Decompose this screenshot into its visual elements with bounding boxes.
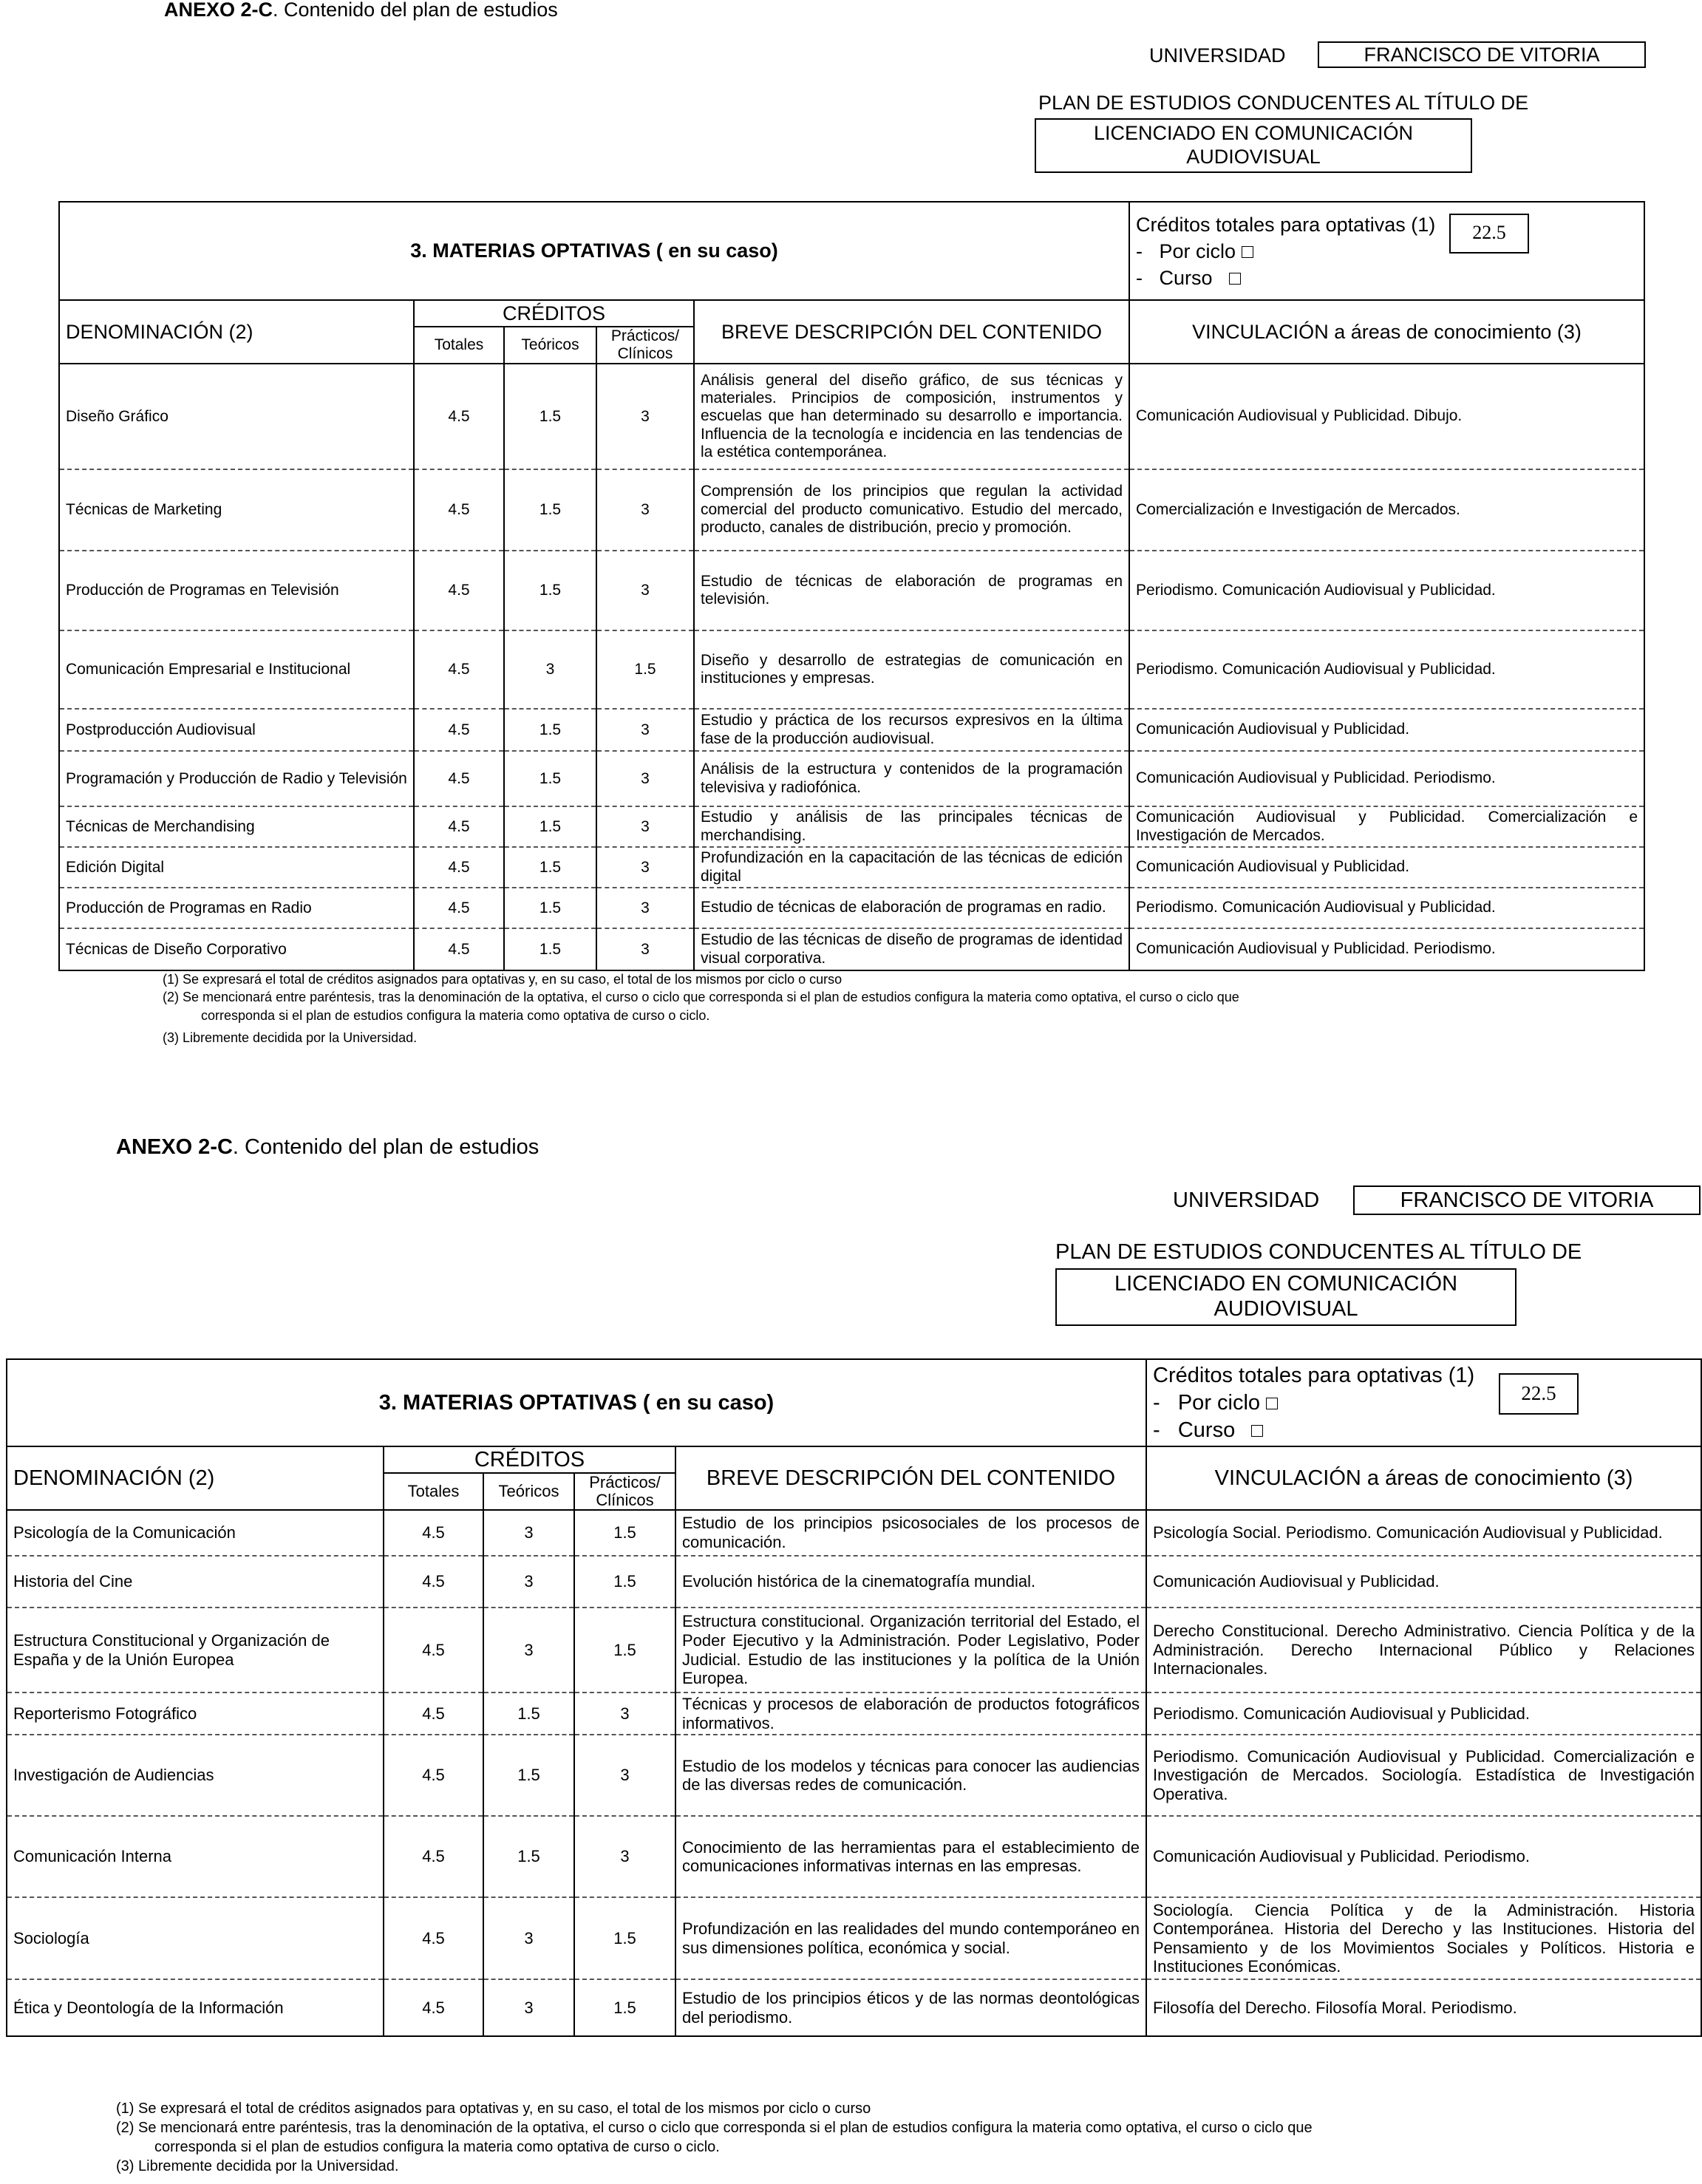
content-description: Profundización en las realidades del mundo contemporáneo en sus dimensiones política, económica y social. bbox=[675, 1897, 1146, 1979]
content-description: Estudio de técnicas de elaboración de programas en televisión. bbox=[694, 551, 1129, 630]
footnote-1: (1) Se expresará el total de créditos asignados para optativas y, en su caso, el total de los mismos por ciclo o curso bbox=[163, 972, 843, 987]
credits-practice: 3 bbox=[596, 928, 694, 970]
credits-total: 4.5 bbox=[384, 1556, 483, 1608]
knowledge-areas: Sociología. Ciencia Política y de la Administración. Historia Contemporánea. Historia del Derecho y las Instituciones. Historia del Pensamiento y de los Movimientos Sociales y Políticos. Historia e Instituciones Económicas. bbox=[1146, 1897, 1701, 1979]
col-teoricos: Teóricos bbox=[504, 327, 596, 364]
knowledge-areas: Periodismo. Comunicación Audiovisual y Publicidad. bbox=[1129, 630, 1644, 709]
knowledge-areas: Periodismo. Comunicación Audiovisual y Publicidad. bbox=[1146, 1693, 1701, 1735]
col-creditos-2: CRÉDITOS bbox=[384, 1446, 675, 1473]
footnote-2a-2: (2) Se mencionará entre paréntesis, tras la denominación de la optativa, el curso o ciclo que corresponda si el plan de estudios configura la materia como optativa, el curso o ciclo que bbox=[116, 2120, 1313, 2136]
credits-total-value: 22.5 bbox=[1449, 214, 1529, 254]
per-cycle-checkbox-icon-2 bbox=[1266, 1398, 1278, 1409]
footnote-2b: corresponda si el plan de estudios configura la materia como optativa de curso o ciclo. bbox=[201, 1007, 710, 1023]
subject-name: Diseño Gráfico bbox=[59, 364, 414, 469]
table-row bbox=[7, 1693, 1701, 1735]
footnotes-2 bbox=[116, 2099, 1313, 2176]
credits-theory: 1.5 bbox=[483, 1693, 574, 1735]
credits-practice: 1.5 bbox=[574, 1608, 675, 1693]
credits-practice: 1.5 bbox=[596, 630, 694, 709]
credits-total: 4.5 bbox=[384, 1735, 483, 1816]
credits-practice: 3 bbox=[596, 364, 694, 469]
knowledge-areas: Comunicación Audiovisual y Publicidad. Dibujo. bbox=[1129, 364, 1644, 469]
credits-theory: 1.5 bbox=[504, 751, 596, 806]
content-description: Estudio de las técnicas de diseño de programas de identidad visual corporativa. bbox=[694, 928, 1129, 970]
content-description: Estudio de los modelos y técnicas para conocer las audiencias de las diversas redes de comunicación. bbox=[675, 1735, 1146, 1816]
credits-practice: 1.5 bbox=[574, 1556, 675, 1608]
content-description: Estructura constitucional. Organización territorial del Estado, el Poder Ejecutivo y la Administración. Poder Legislativo, Poder Judicial. Estudio de las instituciones y la política de la Unión Europea. bbox=[675, 1608, 1146, 1693]
degree-title-box: LICENCIADO EN COMUNICACIÓN AUDIOVISUAL bbox=[1035, 118, 1472, 173]
credits-practice: 3 bbox=[596, 751, 694, 806]
table-2-body bbox=[7, 1510, 1701, 2036]
university-name: FRANCISCO DE VITORIA bbox=[1318, 41, 1646, 68]
credits-theory: 1.5 bbox=[504, 806, 596, 847]
subject-name: Técnicas de Merchandising bbox=[59, 806, 414, 847]
credits-total: 4.5 bbox=[384, 1897, 483, 1979]
subject-name: Programación y Producción de Radio y Televisión bbox=[59, 751, 414, 806]
credits-total: 4.5 bbox=[414, 709, 504, 751]
degree-title-box-2: LICENCIADO EN COMUNICACIÓN AUDIOVISUAL bbox=[1055, 1268, 1517, 1326]
subject-name: Producción de Programas en Televisión bbox=[59, 551, 414, 630]
knowledge-areas: Filosofía del Derecho. Filosofía Moral. Periodismo. bbox=[1146, 1979, 1701, 2036]
content-description: Estudio y práctica de los recursos expresivos en la última fase de la producción audiovisual. bbox=[694, 709, 1129, 751]
subject-name: Edición Digital bbox=[59, 847, 414, 888]
credits-total: 4.5 bbox=[414, 888, 504, 928]
credits-practice: 1.5 bbox=[574, 1897, 675, 1979]
col-descripcion: BREVE DESCRIPCIÓN DEL CONTENIDO bbox=[694, 300, 1129, 364]
credits-total: 4.5 bbox=[414, 928, 504, 970]
content-description: Estudio y análisis de las principales técnicas de merchandising. bbox=[694, 806, 1129, 847]
table-row bbox=[7, 1735, 1701, 1816]
per-course-checkbox-icon-2 bbox=[1251, 1425, 1263, 1437]
credits-theory: 1.5 bbox=[483, 1735, 574, 1816]
credits-practice: 3 bbox=[596, 551, 694, 630]
knowledge-areas: Periodismo. Comunicación Audiovisual y Publicidad. bbox=[1129, 551, 1644, 630]
credits-practice: 3 bbox=[596, 888, 694, 928]
subject-name: Técnicas de Marketing bbox=[59, 469, 414, 551]
knowledge-areas: Comunicación Audiovisual y Publicidad. Comercialización e Investigación de Mercados. bbox=[1129, 806, 1644, 847]
col-denominacion-2: DENOMINACIÓN (2) bbox=[7, 1446, 384, 1510]
col-teoricos-2: Teóricos bbox=[483, 1473, 574, 1510]
subject-name: Reporterismo Fotográfico bbox=[7, 1693, 384, 1735]
subject-name: Investigación de Audiencias bbox=[7, 1735, 384, 1816]
credits-theory: 3 bbox=[483, 1979, 574, 2036]
subject-name: Producción de Programas en Radio bbox=[59, 888, 414, 928]
table-row bbox=[7, 1979, 1701, 2036]
credits-total: 4.5 bbox=[384, 1693, 483, 1735]
table-row bbox=[7, 1556, 1701, 1608]
table-row bbox=[7, 1816, 1701, 1897]
subject-name: Psicología de la Comunicación bbox=[7, 1510, 384, 1556]
subject-name: Ética y Deontología de la Información bbox=[7, 1979, 384, 2036]
knowledge-areas: Comercialización e Investigación de Mercados. bbox=[1129, 469, 1644, 551]
credits-summary-2: Créditos totales para optativas (1) - Por ciclo - Curso 22.5 bbox=[1146, 1359, 1701, 1446]
content-description: Comprensión de los principios que regulan la actividad comercial del producto comunicativo. Estudio del mercado, producto, canales de distribución, precio y promoción. bbox=[694, 469, 1129, 551]
credits-theory: 1.5 bbox=[504, 364, 596, 469]
footnote-3: (3) Libremente decidida por la Universidad. bbox=[163, 1030, 418, 1045]
credits-practice: 1.5 bbox=[574, 1979, 675, 2036]
credits-practice: 3 bbox=[596, 806, 694, 847]
content-description: Evolución histórica de la cinematografía mundial. bbox=[675, 1556, 1146, 1608]
table-row bbox=[7, 1510, 1701, 1556]
credits-theory: 1.5 bbox=[504, 847, 596, 888]
credits-total: 4.5 bbox=[414, 806, 504, 847]
col-practicos-2: Prácticos/ Clínicos bbox=[574, 1473, 675, 1510]
knowledge-areas: Psicología Social. Periodismo. Comunicación Audiovisual y Publicidad. bbox=[1146, 1510, 1701, 1556]
credits-theory: 1.5 bbox=[504, 709, 596, 751]
credits-practice: 3 bbox=[574, 1693, 675, 1735]
footnote-2a: (2) Se mencionará entre paréntesis, tras la denominación de la optativa, el curso o ciclo que corresponda si el plan de estudios configura la materia como optativa, el curso o ciclo que bbox=[163, 990, 1239, 1005]
col-totales: Totales bbox=[414, 327, 504, 364]
annex-title: ANEXO 2-C. Contenido del plan de estudios bbox=[164, 0, 558, 21]
credits-summary: Créditos totales para optativas (1) - Por ciclo - Curso 22.5 bbox=[1129, 202, 1644, 300]
credits-theory: 1.5 bbox=[483, 1816, 574, 1897]
section-title: 3. MATERIAS OPTATIVAS ( en su caso) bbox=[59, 202, 1129, 300]
credits-theory: 3 bbox=[483, 1556, 574, 1608]
footnote-3-2: (3) Libremente decidida por la Universidad. bbox=[116, 2158, 399, 2174]
credits-practice: 3 bbox=[574, 1816, 675, 1897]
knowledge-areas: Comunicación Audiovisual y Publicidad. Periodismo. bbox=[1129, 751, 1644, 806]
credits-practice: 3 bbox=[596, 847, 694, 888]
credits-total: 4.5 bbox=[384, 1510, 483, 1556]
content-description: Estudio de técnicas de elaboración de programas en radio. bbox=[694, 888, 1129, 928]
footnote-1-2: (1) Se expresará el total de créditos asignados para optativas y, en su caso, el total de los mismos por ciclo o curso bbox=[116, 2100, 871, 2117]
col-totales-2: Totales bbox=[384, 1473, 483, 1510]
degree-plan-label-2: PLAN DE ESTUDIOS CONDUCENTES AL TÍTULO DE bbox=[1055, 1240, 1582, 1264]
subject-name: Sociología bbox=[7, 1897, 384, 1979]
credits-practice: 3 bbox=[596, 469, 694, 551]
knowledge-areas: Comunicación Audiovisual y Publicidad. bbox=[1129, 709, 1644, 751]
knowledge-areas: Periodismo. Comunicación Audiovisual y Publicidad. bbox=[1129, 888, 1644, 928]
credits-total: 4.5 bbox=[414, 364, 504, 469]
subject-name: Comunicación Interna bbox=[7, 1816, 384, 1897]
credits-theory: 3 bbox=[504, 630, 596, 709]
credits-theory: 1.5 bbox=[504, 551, 596, 630]
subject-name: Historia del Cine bbox=[7, 1556, 384, 1608]
knowledge-areas: Derecho Constitucional. Derecho Administrativo. Ciencia Política y de la Administración. Derecho Internacional Público y Relaciones Internacionales. bbox=[1146, 1608, 1701, 1693]
credits-theory: 1.5 bbox=[504, 928, 596, 970]
credits-theory: 3 bbox=[483, 1897, 574, 1979]
credits-theory: 3 bbox=[483, 1510, 574, 1556]
credits-total: 4.5 bbox=[414, 551, 504, 630]
subject-name: Comunicación Empresarial e Institucional bbox=[59, 630, 414, 709]
credits-total: 4.5 bbox=[384, 1816, 483, 1897]
credits-total-value-2: 22.5 bbox=[1499, 1373, 1579, 1415]
col-descripcion-2: BREVE DESCRIPCIÓN DEL CONTENIDO bbox=[675, 1446, 1146, 1510]
col-vinculacion-2: VINCULACIÓN a áreas de conocimiento (3) bbox=[1146, 1446, 1701, 1510]
col-practicos: Prácticos/ Clínicos bbox=[596, 327, 694, 364]
university-name-2: FRANCISCO DE VITORIA bbox=[1353, 1185, 1701, 1215]
content-description: Análisis general del diseño gráfico, de sus técnicas y materiales. Principios de composición, instrumentos y escuelas que han determinado su desarrollo e importancia. Influencia de la tecnología e incidencia en las tendencias de la estética contemporánea. bbox=[694, 364, 1129, 469]
university-label: UNIVERSIDAD bbox=[1149, 44, 1286, 67]
col-denominacion: DENOMINACIÓN (2) bbox=[59, 300, 414, 364]
annex-title-2: ANEXO 2-C. Contenido del plan de estudios bbox=[116, 1135, 539, 1159]
credits-theory: 1.5 bbox=[504, 888, 596, 928]
university-label-2: UNIVERSIDAD bbox=[1173, 1188, 1320, 1212]
content-description: Estudio de los principios psicosociales de los procesos de comunicación. bbox=[675, 1510, 1146, 1556]
credits-total: 4.5 bbox=[414, 751, 504, 806]
subject-name: Estructura Constitucional y Organización de España y de la Unión Europea bbox=[7, 1608, 384, 1693]
credits-total: 4.5 bbox=[384, 1608, 483, 1693]
credits-practice: 3 bbox=[596, 709, 694, 751]
credits-total: 4.5 bbox=[414, 630, 504, 709]
optativas-table-2 bbox=[6, 1358, 1702, 2037]
content-description: Análisis de la estructura y contenidos de la programación televisiva y radiofónica. bbox=[694, 751, 1129, 806]
credits-theory: 1.5 bbox=[504, 469, 596, 551]
content-description: Conocimiento de las herramientas para el establecimiento de comunicaciones informativas internas en las empresas. bbox=[675, 1816, 1146, 1897]
content-description: Profundización en la capacitación de las técnicas de edición digital bbox=[694, 847, 1129, 888]
knowledge-areas: Comunicación Audiovisual y Publicidad. bbox=[1146, 1556, 1701, 1608]
col-vinculacion: VINCULACIÓN a áreas de conocimiento (3) bbox=[1129, 300, 1644, 364]
content-description: Técnicas y procesos de elaboración de productos fotográficos informativos. bbox=[675, 1693, 1146, 1735]
table-row bbox=[7, 1897, 1701, 1979]
content-description: Diseño y desarrollo de estrategias de comunicación en instituciones y empresas. bbox=[694, 630, 1129, 709]
subject-name: Postproducción Audiovisual bbox=[59, 709, 414, 751]
credits-total: 4.5 bbox=[414, 469, 504, 551]
knowledge-areas: Comunicación Audiovisual y Publicidad. bbox=[1129, 847, 1644, 888]
credits-practice: 1.5 bbox=[574, 1510, 675, 1556]
credits-total: 4.5 bbox=[384, 1979, 483, 2036]
knowledge-areas: Comunicación Audiovisual y Publicidad. Periodismo. bbox=[1146, 1816, 1701, 1897]
footnote-2b-2: corresponda si el plan de estudios configura la materia como optativa de curso o ciclo. bbox=[154, 2139, 720, 2155]
subject-name: Técnicas de Diseño Corporativo bbox=[59, 928, 414, 970]
credits-total: 4.5 bbox=[414, 847, 504, 888]
table-row bbox=[7, 1608, 1701, 1693]
content-description: Estudio de los principios éticos y de las normas deontológicas del periodismo. bbox=[675, 1979, 1146, 2036]
degree-plan-label: PLAN DE ESTUDIOS CONDUCENTES AL TÍTULO DE bbox=[1038, 92, 1529, 114]
knowledge-areas: Periodismo. Comunicación Audiovisual y Publicidad. Comercialización e Investigación de Mercados. Sociología. Estadística de Investigación Operativa. bbox=[1146, 1735, 1701, 1816]
credits-theory: 3 bbox=[483, 1608, 574, 1693]
credits-practice: 3 bbox=[574, 1735, 675, 1816]
section-title-2: 3. MATERIAS OPTATIVAS ( en su caso) bbox=[7, 1359, 1146, 1446]
col-creditos: CRÉDITOS bbox=[414, 300, 694, 327]
knowledge-areas: Comunicación Audiovisual y Publicidad. Periodismo. bbox=[1129, 928, 1644, 970]
